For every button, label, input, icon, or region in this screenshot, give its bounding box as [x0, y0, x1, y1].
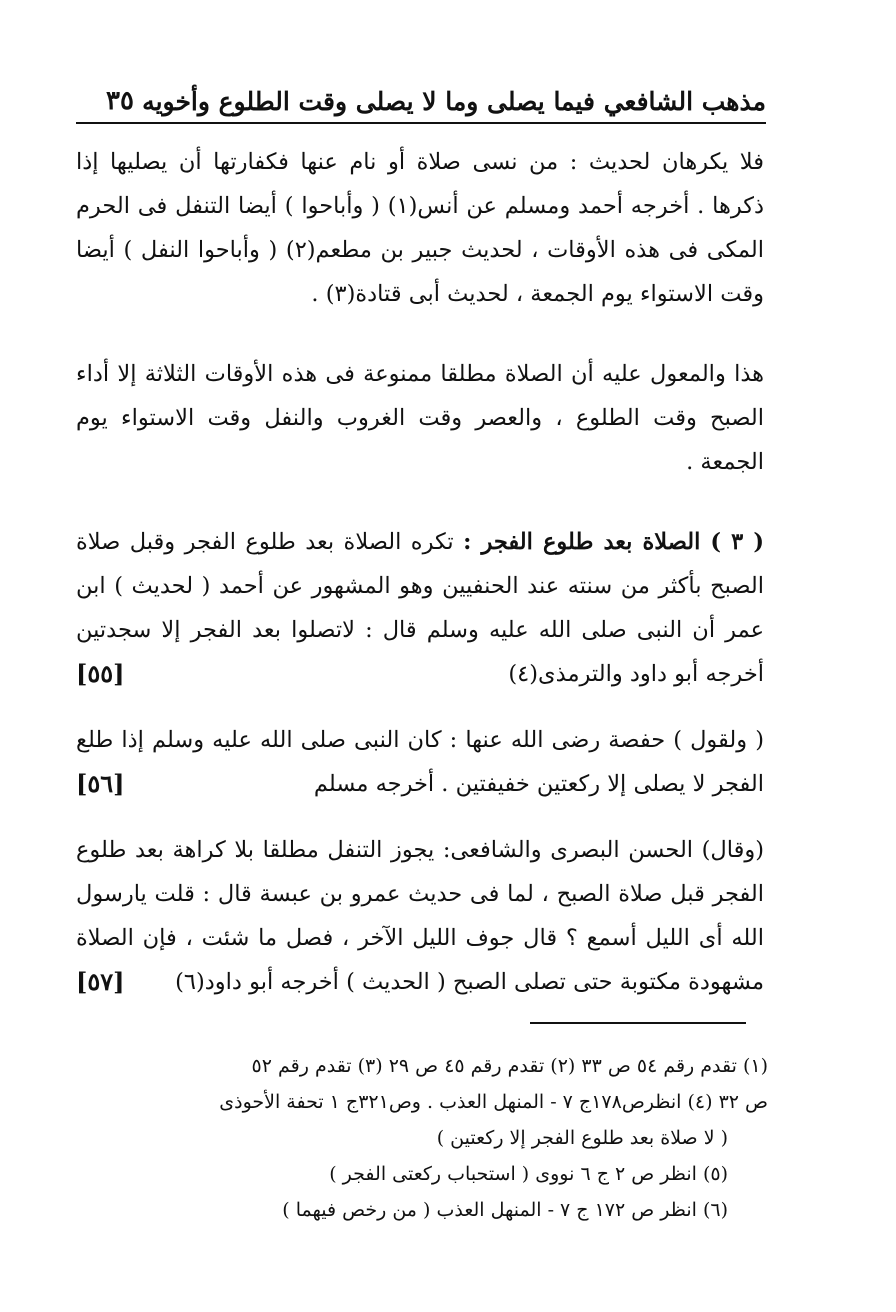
footnote-line: ص ٣٢ (٤) انظرص١٧٨ج ٧ - المنهل العذب . وص٣٢١ج ١ تحفة الأحوذى	[219, 1091, 768, 1113]
paragraph	[76, 718, 764, 806]
main-text	[76, 140, 764, 1026]
hadith-number: [٥٦]	[76, 769, 125, 798]
paragraph-text: تكره الصلاة بعد طلوع الفجر وقبل صلاة الصبح بأكثر من سنته عند الحنفيين وهو المشهور عن أحمد ( لحديث ) ابن عمر أن النبى صلى الله عليه وسلم قال : لاتصلوا بعد الفجر إلا سجدتين أخرجه أبو داود والترمذى(٤)	[76, 529, 764, 687]
header-title: مذهب الشافعي فيما يصلى وما لا يصلى وقت الطلوع وأخويه	[142, 87, 766, 116]
footnote-line: ( لا صلاة بعد طلوع الفجر إلا ركعتين )	[436, 1127, 728, 1149]
footnote-line: (٦) انظر ص ١٧٢ ج ٧ - المنهل العذب ( من رخص فيهما )	[282, 1199, 728, 1221]
footnotes	[60, 1048, 768, 1228]
footnote-line: (١) تقدم رقم ٥٤ ص ٣٣ (٢) تقدم رقم ٤٥ ص ٢٩ (٣) تقدم رقم ٥٢	[251, 1055, 768, 1077]
page-number: ٣٥	[106, 86, 134, 116]
section-paragraph	[76, 520, 764, 696]
paragraph-text: (وقال) الحسن البصرى والشافعى: يجوز التنفل مطلقا بلا كراهة بعد طلوع الفجر قبل صلاة الصبح ، لما فى حديث عمرو بن عبسة قال : قلت يارسول الله أى الليل أسمع ؟ قال جوف الليل الآخر ، فصل ما شئت ، فإن الصلاة مشهودة مكتوبة حتى تصلى الصبح ( الحديث ) أخرجه أبو داود(٦)	[76, 837, 764, 995]
paragraph-text: فلا يكرهان لحديث : من نسى صلاة أو نام عنها فكفارتها أن يصليها إذا ذكرها . أخرجه أحمد ومسلم عن أنس(١) ( وأباحوا ) أيضا التنفل فى الحرم المكى فى هذه الأوقات ، لحديث جبير بن مطعم(٢) ( وأباحوا النفل ) أيضا وقت الاستواء يوم الجمعة ، لحديث أبى قتادة(٣) .	[76, 149, 765, 307]
footnote-line: (٥) انظر ص ٢ ج ٦ نووى ( استحباب ركعتى الفجر )	[329, 1163, 728, 1185]
paragraph-text: هذا والمعول عليه أن الصلاة مطلقا ممنوعة فى هذه الأوقات الثلاثة إلا أداء الصبح وقت الطلوع ، والعصر وقت الغروب والنفل وقت الاستواء يوم الجمعة .	[76, 361, 764, 475]
running-header	[76, 66, 766, 124]
paragraph-text: ( ولقول ) حفصة رضى الله عنها : كان النبى صلى الله عليه وسلم إذا طلع الفجر لا يصلى إلا ركعتين خفيفتين . أخرجه مسلم	[76, 727, 764, 797]
hadith-number: [٥٥]	[76, 659, 125, 688]
paragraph	[76, 140, 764, 316]
footnote-divider	[530, 1022, 746, 1024]
paragraph	[76, 352, 764, 484]
section-heading: ( ٣ ) الصلاة بعد طلوع الفجر :	[463, 529, 764, 555]
hadith-number: [٥٧]	[76, 967, 125, 996]
paragraph	[76, 828, 764, 1004]
